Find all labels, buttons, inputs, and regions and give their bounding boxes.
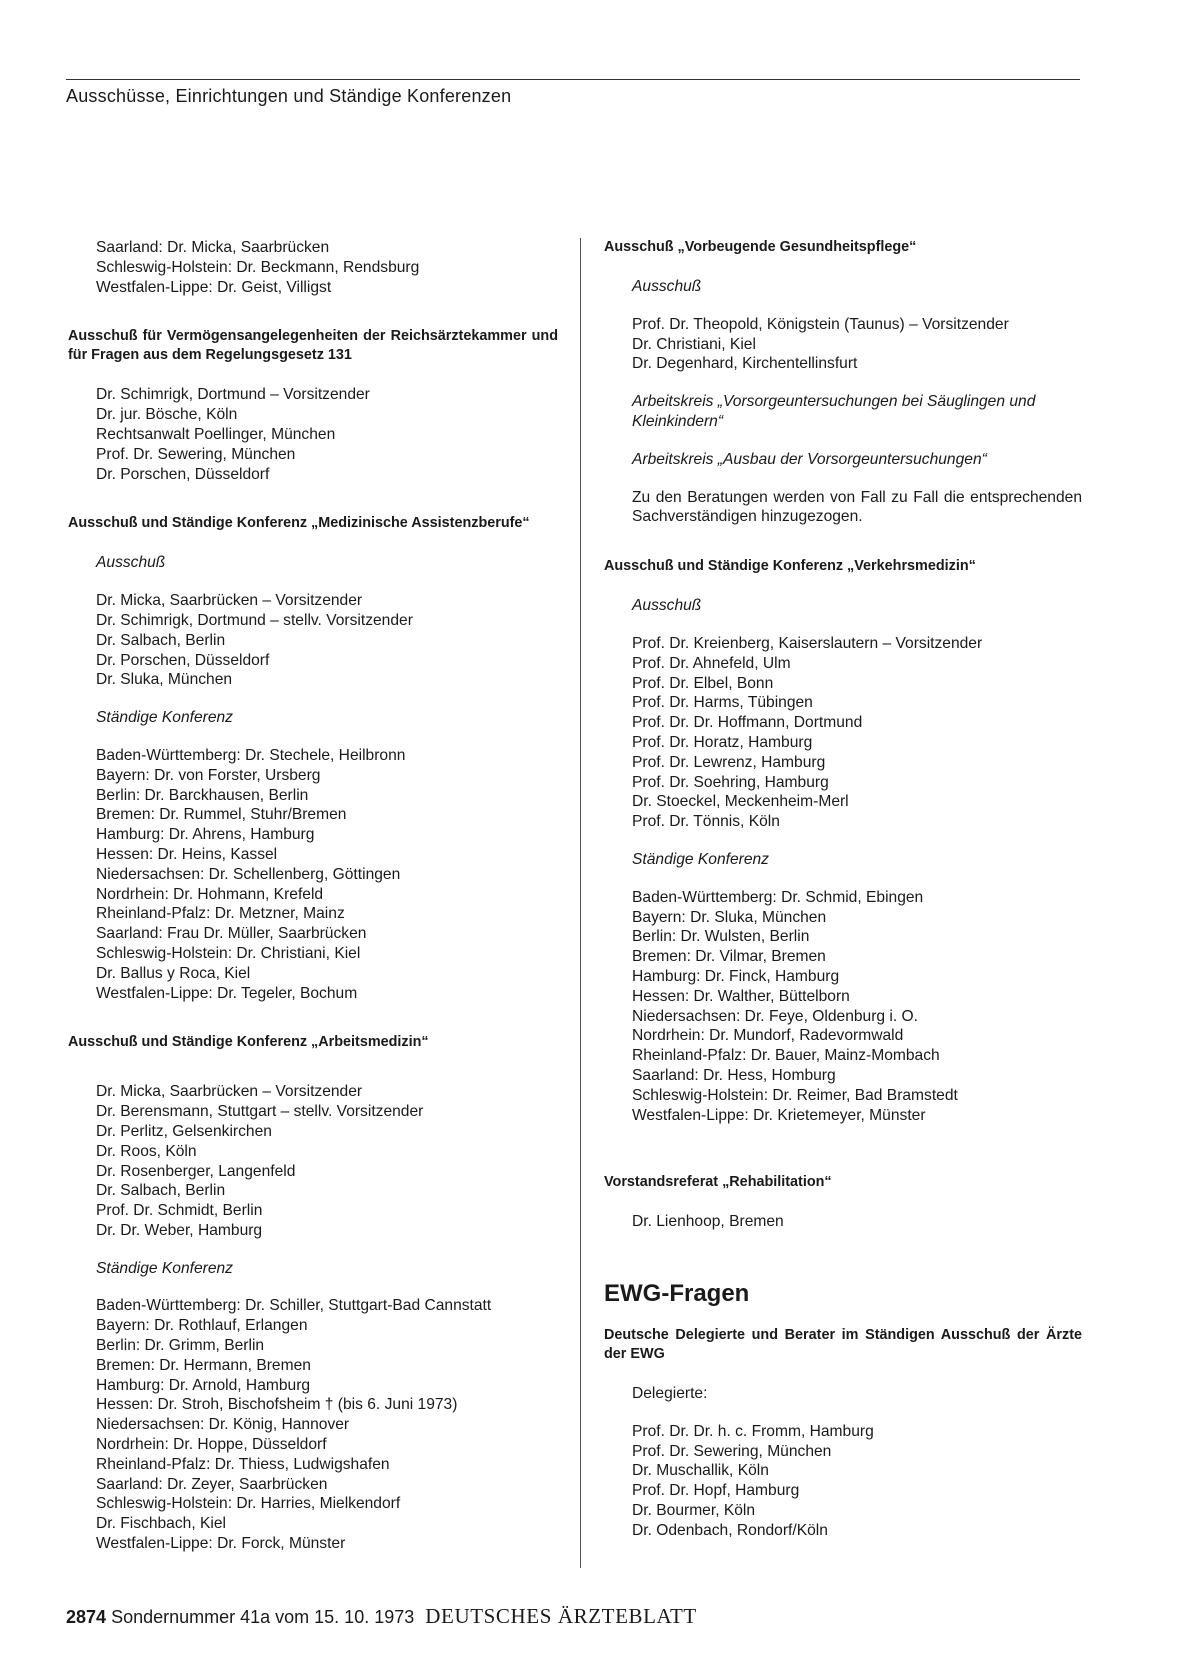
list-item: Dr. Micka, Saarbrücken – Vorsitzender bbox=[96, 1083, 363, 1101]
list-item: Dr. Perlitz, Gelsenkirchen bbox=[96, 1122, 272, 1140]
list-item: Dr. Porschen, Düsseldorf bbox=[96, 465, 270, 483]
list-item: Prof. Dr. Sewering, München bbox=[96, 445, 296, 463]
list-item: Dr. Sluka, München bbox=[96, 671, 233, 689]
list-item: Hamburg: Dr. Arnold, Hamburg bbox=[96, 1376, 311, 1394]
issue-info: Sondernummer 41a vom 15. 10. 1973 bbox=[111, 1607, 415, 1627]
delegates-label: Delegierte: bbox=[632, 1385, 708, 1403]
section-heading-verkehrsmedizin: Ausschuß und Ständige Konferenz „Verkehrsmedizin“ bbox=[604, 558, 976, 575]
list-item: Dr. Rosenberger, Langenfeld bbox=[96, 1162, 296, 1180]
list-item: Prof. Dr. Dr. h. c. Fromm, Hamburg bbox=[632, 1422, 874, 1440]
section-heading-ewg: Deutsche Delegierte und Berater im Ständigen Ausschuß der Ärzte der EWG bbox=[604, 1327, 1082, 1363]
list-item: Niedersachsen: Dr. Schellenberg, Göttingen bbox=[96, 865, 401, 883]
verkehrsmedizin-ausschuss-list bbox=[604, 634, 1082, 832]
list-item: Bremen: Dr. Vilmar, Bremen bbox=[632, 948, 826, 966]
ewg-delegates-list bbox=[604, 1422, 1082, 1541]
list-item: Dr. Dr. Weber, Hamburg bbox=[96, 1221, 263, 1239]
arbeitsmedizin-konferenz-list bbox=[68, 1296, 558, 1553]
list-item: Berlin: Dr. Wulsten, Berlin bbox=[632, 928, 810, 946]
list-item: Prof. Dr. Ahnefeld, Ulm bbox=[632, 654, 791, 672]
list-item: Prof. Dr. Theopold, Königstein (Taunus) – Vorsitzender bbox=[632, 315, 1009, 333]
list-item: Prof. Dr. Soehring, Hamburg bbox=[632, 773, 829, 791]
vermoegen-members bbox=[68, 385, 558, 484]
list-item: Saarland: Dr. Hess, Homburg bbox=[632, 1066, 836, 1084]
intro-list bbox=[68, 238, 558, 297]
list-item: Hessen: Dr. Walther, Büttelborn bbox=[632, 987, 850, 1005]
subheading-konferenz: Ständige Konferenz bbox=[632, 850, 769, 868]
list-item: Niedersachsen: Dr. König, Hannover bbox=[96, 1416, 350, 1434]
list-item: Prof. Dr. Harms, Tübingen bbox=[632, 694, 813, 712]
list-item: Rheinland-Pfalz: Dr. Metzner, Mainz bbox=[96, 905, 345, 923]
list-item: Dr. Degenhard, Kirchentellinsfurt bbox=[632, 355, 858, 373]
list-item: Prof. Dr. Hopf, Hamburg bbox=[632, 1482, 800, 1500]
running-title: Ausschüsse, Einrichtungen und Ständige Konferenzen bbox=[66, 86, 512, 106]
right-column bbox=[604, 238, 1082, 1541]
list-item: Prof. Dr. Sewering, München bbox=[632, 1442, 832, 1460]
list-item: Schleswig-Holstein: Dr. Harries, Mielkendorf bbox=[96, 1495, 401, 1513]
list-item: Prof. Dr. Dr. Hoffmann, Dortmund bbox=[632, 714, 863, 732]
list-item: Dr. jur. Bösche, Köln bbox=[96, 406, 238, 424]
list-item: Saarland: Dr. Zeyer, Saarbrücken bbox=[96, 1475, 328, 1493]
section-heading-assistenzberufe: Ausschuß und Ständige Konferenz „Medizinische Assistenzberufe“ bbox=[68, 515, 530, 532]
list-item: Baden-Württemberg: Dr. Stechele, Heilbronn bbox=[96, 746, 406, 764]
list-item: Niedersachsen: Dr. Feye, Oldenburg i. O. bbox=[632, 1007, 919, 1025]
section-heading-arbeitsmedizin: Ausschuß und Ständige Konferenz „Arbeitsmedizin“ bbox=[68, 1034, 429, 1051]
list-item: Prof. Dr. Lewrenz, Hamburg bbox=[632, 753, 826, 771]
list-item: Saarland: Dr. Micka, Saarbrücken bbox=[96, 239, 330, 256]
subheading-ausschuss: Ausschuß bbox=[632, 597, 702, 615]
list-item: Westfalen-Lippe: Dr. Tegeler, Bochum bbox=[96, 984, 358, 1002]
subheading-ausschuss: Ausschuß bbox=[96, 554, 166, 572]
list-item: Hamburg: Dr. Finck, Hamburg bbox=[632, 967, 840, 985]
assistenzberufe-konferenz-list bbox=[68, 746, 558, 1003]
list-item: Rechtsanwalt Poellinger, München bbox=[96, 425, 336, 443]
list-item: Dr. Schimrigk, Dortmund – Vorsitzender bbox=[96, 386, 370, 404]
list-item: Dr. Ballus y Roca, Kiel bbox=[96, 964, 251, 982]
list-item: Nordrhein: Dr. Hoppe, Düsseldorf bbox=[96, 1436, 327, 1454]
page-number: 2874 bbox=[66, 1607, 107, 1627]
list-item: Bayern: Dr. Sluka, München bbox=[632, 908, 827, 926]
masthead: DEUTSCHES ÄRZTEBLATT bbox=[425, 1604, 697, 1628]
list-item: Nordrhein: Dr. Hohmann, Krefeld bbox=[96, 885, 324, 903]
list-item: Hessen: Dr. Heins, Kassel bbox=[96, 845, 278, 863]
page-footer bbox=[66, 1604, 697, 1629]
ewg-title: EWG-Fragen bbox=[604, 1280, 750, 1308]
list-item: Westfalen-Lippe: Dr. Geist, Villigst bbox=[96, 278, 332, 296]
list-item: Prof. Dr. Elbel, Bonn bbox=[632, 674, 774, 692]
section-heading-rehabilitation: Vorstandsreferat „Rehabilitation“ bbox=[604, 1174, 832, 1191]
list-item: Berlin: Dr. Grimm, Berlin bbox=[96, 1337, 265, 1355]
list-item: Baden-Württemberg: Dr. Schmid, Ebingen bbox=[632, 888, 924, 906]
subheading-konferenz: Ständige Konferenz bbox=[96, 1259, 233, 1277]
header-rule bbox=[66, 79, 1080, 80]
arbeitskreis-ausbau: Arbeitskreis „Ausbau der Vorsorgeuntersuchungen“ bbox=[632, 450, 987, 468]
list-item: Prof. Dr. Schmidt, Berlin bbox=[96, 1202, 263, 1220]
list-item: Dr. Muschallik, Köln bbox=[632, 1462, 769, 1480]
section-heading-vorbeugende: Ausschuß „Vorbeugende Gesundheitspflege“ bbox=[604, 239, 917, 255]
subheading-konferenz: Ständige Konferenz bbox=[96, 709, 233, 727]
list-item: Dr. Odenbach, Rondorf/Köln bbox=[632, 1521, 828, 1539]
list-item: Saarland: Frau Dr. Müller, Saarbrücken bbox=[96, 925, 367, 943]
column-divider bbox=[580, 238, 581, 1568]
list-item: Hamburg: Dr. Ahrens, Hamburg bbox=[96, 826, 315, 844]
list-item: Dr. Schimrigk, Dortmund – stellv. Vorsitzender bbox=[96, 611, 413, 629]
list-item: Baden-Württemberg: Dr. Schiller, Stuttgart-Bad Cannstatt bbox=[96, 1297, 492, 1315]
list-item: Prof. Dr. Tönnis, Köln bbox=[632, 813, 780, 831]
arbeitskreis-saeuglinge: Arbeitskreis „Vorsorgeuntersuchungen bei Säuglingen und Kleinkindern“ bbox=[632, 393, 1036, 430]
list-item: Prof. Dr. Horatz, Hamburg bbox=[632, 733, 813, 751]
list-item: Dr. Salbach, Berlin bbox=[96, 1182, 226, 1200]
subheading-ausschuss: Ausschuß bbox=[632, 278, 702, 295]
list-item: Dr. Stoeckel, Meckenheim-Merl bbox=[632, 793, 849, 811]
list-item: Rheinland-Pfalz: Dr. Bauer, Mainz-Mombach bbox=[632, 1047, 940, 1065]
list-item: Dr. Salbach, Berlin bbox=[96, 631, 226, 649]
assistenzberufe-ausschuss-list bbox=[68, 591, 558, 690]
list-item: Dr. Berensmann, Stuttgart – stellv. Vorsitzender bbox=[96, 1103, 424, 1121]
list-item: Dr. Bourmer, Köln bbox=[632, 1502, 756, 1520]
vorbeugende-note: Zu den Beratungen werden von Fall zu Fall die entsprechenden Sachverständigen hinzugezogen. bbox=[632, 488, 1082, 526]
list-item: Schleswig-Holstein: Dr. Christiani, Kiel bbox=[96, 944, 361, 962]
left-column bbox=[68, 238, 558, 1554]
verkehrsmedizin-konferenz-list bbox=[604, 888, 1082, 1126]
list-item: Dr. Porschen, Düsseldorf bbox=[96, 651, 270, 669]
list-item: Bremen: Dr. Hermann, Bremen bbox=[96, 1356, 311, 1374]
list-item: Dr. Fischbach, Kiel bbox=[96, 1515, 226, 1533]
list-item: Bremen: Dr. Rummel, Stuhr/Bremen bbox=[96, 806, 347, 824]
list-item: Schleswig-Holstein: Dr. Reimer, Bad Bramstedt bbox=[632, 1086, 958, 1104]
list-item: Bayern: Dr. Rothlauf, Erlangen bbox=[96, 1317, 308, 1335]
list-item: Schleswig-Holstein: Dr. Beckmann, Rendsburg bbox=[96, 258, 420, 276]
list-item: Hessen: Dr. Stroh, Bischofsheim † (bis 6. Juni 1973) bbox=[96, 1396, 458, 1414]
list-item: Westfalen-Lippe: Dr. Krietemeyer, Münster bbox=[632, 1106, 926, 1124]
list-item: Dr. Roos, Köln bbox=[96, 1142, 197, 1160]
list-item: Rheinland-Pfalz: Dr. Thiess, Ludwigshafen bbox=[96, 1455, 390, 1473]
section-heading-vermoegen: Ausschuß für Vermögensangelegenheiten der Reichsärztekammer und für Fragen aus dem Regelungsgesetz 131 bbox=[68, 328, 558, 364]
list-item: Nordrhein: Dr. Mundorf, Radevormwald bbox=[632, 1027, 904, 1045]
list-item: Berlin: Dr. Barckhausen, Berlin bbox=[96, 786, 309, 804]
rehabilitation-member: Dr. Lienhoop, Bremen bbox=[632, 1213, 784, 1231]
list-item: Bayern: Dr. von Forster, Ursberg bbox=[96, 766, 321, 784]
list-item: Prof. Dr. Kreienberg, Kaiserslautern – Vorsitzender bbox=[632, 634, 983, 652]
list-item: Westfalen-Lippe: Dr. Forck, Münster bbox=[96, 1535, 346, 1553]
arbeitsmedizin-ausschuss-list bbox=[68, 1082, 558, 1240]
list-item: Dr. Christiani, Kiel bbox=[632, 335, 756, 353]
vorbeugende-ausschuss-list bbox=[604, 315, 1082, 374]
list-item: Dr. Micka, Saarbrücken – Vorsitzender bbox=[96, 592, 363, 610]
